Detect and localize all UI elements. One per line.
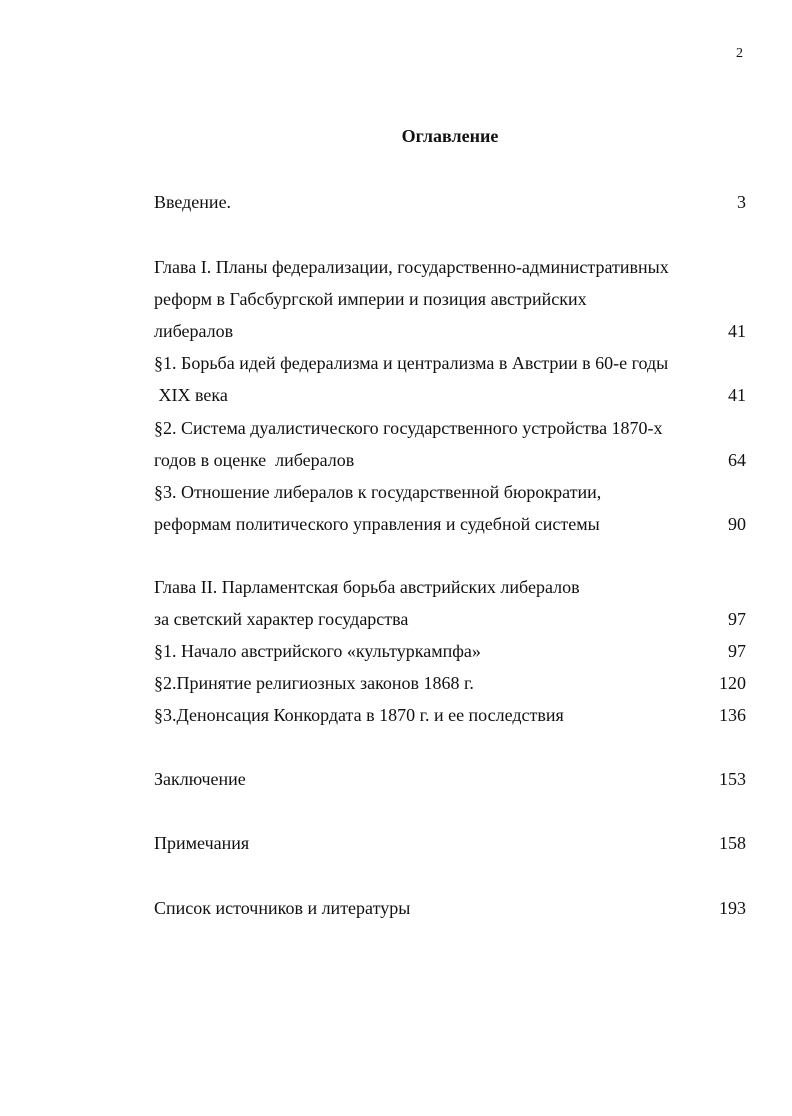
- toc-chapter2-page: 97: [728, 609, 746, 629]
- toc-ch1-s3-line1: §3. Отношение либералов к государственной бюрократии,: [154, 482, 602, 502]
- toc-ch1-s3-page: 90: [728, 514, 746, 534]
- toc-ch1-s1-page: 41: [728, 385, 746, 405]
- toc-chapter1-page: 41: [728, 321, 746, 341]
- toc-ch2-s2-label: §2.Принятие религиозных законов 1868 г.: [154, 673, 474, 693]
- toc-ch2-s1-page: 97: [728, 641, 746, 661]
- toc-notes-page: 158: [719, 833, 746, 853]
- toc-sources-label: Список источников и литературы: [154, 898, 411, 918]
- toc-sources-page: 193: [719, 898, 746, 918]
- toc-chapter1-line2: реформ в Габсбургской империи и позиция австрийских: [154, 289, 587, 309]
- toc-ch1-s1-line2: XIX века: [154, 385, 228, 405]
- toc-title: Оглавление: [401, 126, 499, 146]
- toc-ch2-s2-page: 120: [719, 673, 746, 693]
- toc-intro-page: 3: [737, 192, 746, 212]
- toc-chapter2-line2: за светский характер государства: [154, 609, 409, 629]
- toc-conclusion-label: Заключение: [154, 769, 246, 789]
- toc-ch2-s1-label: §1. Начало австрийского «культуркампфа»: [154, 641, 481, 661]
- toc-conclusion-page: 153: [719, 769, 746, 789]
- toc-ch1-s3-line2: реформам политического управления и судебной системы: [154, 514, 600, 534]
- page-number: 2: [736, 46, 743, 61]
- toc-ch1-s2-page: 64: [728, 450, 746, 470]
- toc-ch2-s3-page: 136: [719, 705, 746, 725]
- toc-chapter1-line1: Глава I. Планы федерализации, государственно-административных: [154, 257, 669, 277]
- toc-intro-label: Введение.: [154, 192, 232, 212]
- toc-ch2-s3-label: §3.Денонсация Конкордата в 1870 г. и ее последствия: [154, 705, 564, 725]
- toc-chapter1-line3: либералов: [154, 321, 234, 341]
- toc-ch1-s2-line2: годов в оценке либералов: [154, 450, 355, 470]
- toc-notes-label: Примечания: [154, 833, 250, 853]
- toc-chapter2-line1: Глава II. Парламентская борьба австрийских либералов: [154, 577, 580, 597]
- toc-ch1-s2-line1: §2. Система дуалистического государственного устройства 1870-х: [154, 418, 663, 438]
- toc-ch1-s1-line1: §1. Борьба идей федерализма и централизма в Австрии в 60-е годы: [154, 353, 669, 373]
